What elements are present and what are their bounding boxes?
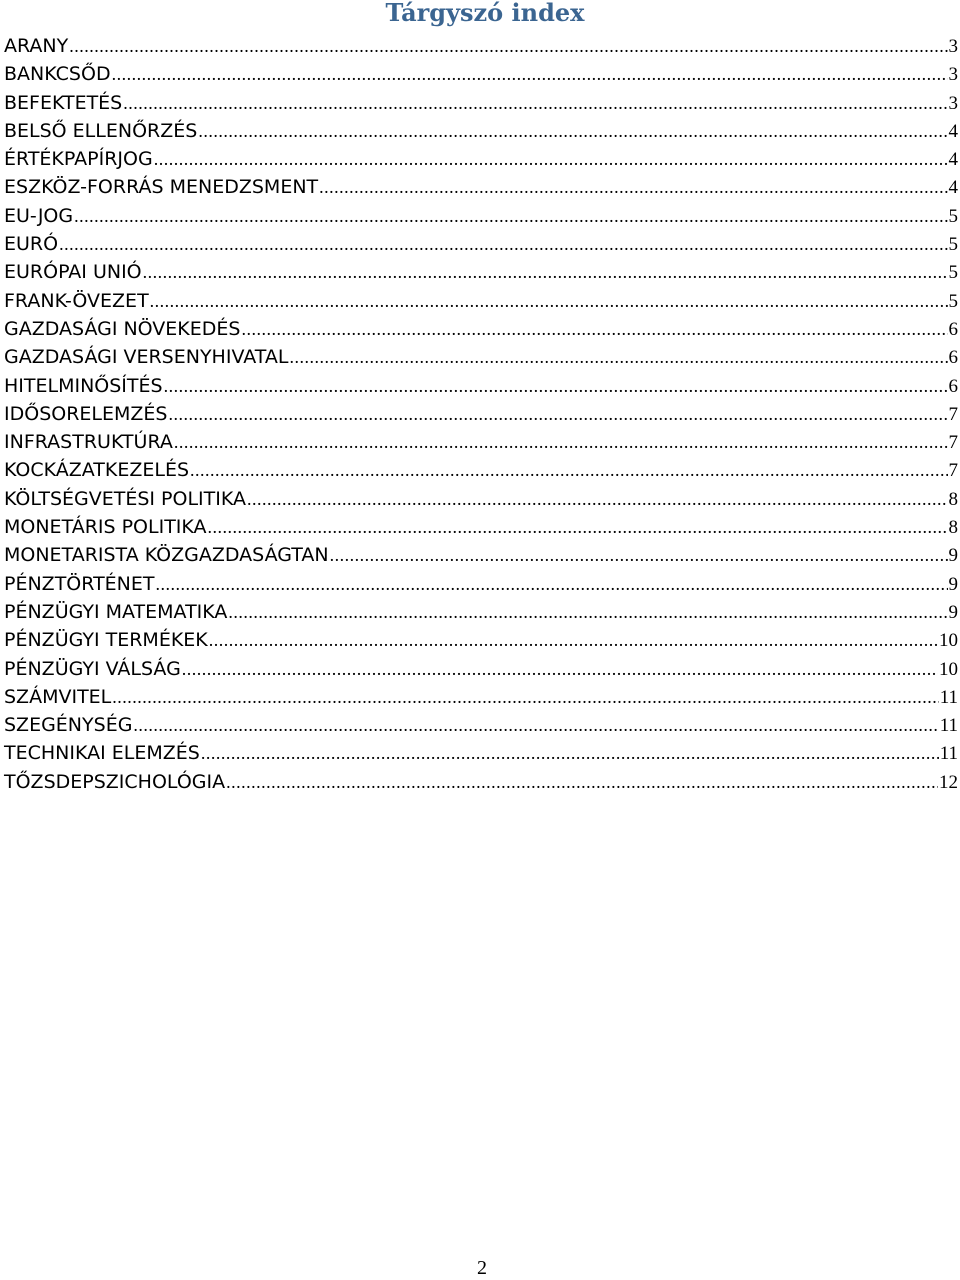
dot-leader xyxy=(247,485,948,513)
index-entry[interactable] xyxy=(4,598,958,626)
index-term: PÉNZTÖRTÉNET xyxy=(4,572,155,595)
index-page-number: 7 xyxy=(948,403,958,425)
index-entry[interactable] xyxy=(4,60,958,88)
index-entry[interactable] xyxy=(4,258,958,286)
index-term: PÉNZÜGYI TERMÉKEK xyxy=(4,629,208,652)
index-page-number: 3 xyxy=(948,36,958,57)
index-entry[interactable] xyxy=(4,768,958,796)
index-page-number: 11 xyxy=(939,715,958,737)
index-list xyxy=(4,32,958,796)
dot-leader xyxy=(241,315,947,343)
dot-leader xyxy=(133,711,938,739)
index-entry[interactable] xyxy=(4,145,958,173)
dot-leader xyxy=(150,287,948,315)
index-entry[interactable] xyxy=(4,202,958,230)
dot-leader xyxy=(209,626,938,654)
index-term: FRANK-ÖVEZET xyxy=(4,289,149,312)
index-entry[interactable] xyxy=(4,428,958,456)
index-entry[interactable] xyxy=(4,655,958,683)
index-term: BELSŐ ELLENŐRZÉS xyxy=(4,119,198,142)
dot-leader xyxy=(208,513,948,541)
index-term: MONETÁRIS POLITIKA xyxy=(4,516,207,539)
index-term: BANKCSŐD xyxy=(4,63,111,86)
index-page-number: 3 xyxy=(948,92,958,114)
index-entry[interactable] xyxy=(4,117,958,145)
index-page-number: 9 xyxy=(948,601,958,623)
index-term: INFRASTRUKTÚRA xyxy=(4,431,173,454)
index-entry[interactable] xyxy=(4,711,958,739)
index-page-number: 10 xyxy=(939,630,958,652)
index-term: TŐZSDEPSZICHOLÓGIA xyxy=(4,770,226,793)
index-entry[interactable] xyxy=(4,400,958,428)
index-page-number: 6 xyxy=(948,347,958,369)
index-page-number: 7 xyxy=(948,460,958,482)
index-term: ARANY xyxy=(4,35,69,57)
dot-leader xyxy=(226,768,938,796)
index-entry[interactable] xyxy=(4,513,958,541)
dot-leader xyxy=(164,372,948,400)
dot-leader xyxy=(154,145,948,173)
index-entry[interactable] xyxy=(4,32,958,60)
index-page-number: 5 xyxy=(948,290,958,312)
dot-leader xyxy=(319,173,947,201)
dot-leader xyxy=(74,202,947,230)
index-entry[interactable] xyxy=(4,287,958,315)
index-page-number: 12 xyxy=(939,771,958,793)
index-term: PÉNZÜGYI VÁLSÁG xyxy=(4,657,181,680)
dot-leader xyxy=(156,570,948,598)
index-entry[interactable] xyxy=(4,541,958,569)
index-page-number: 5 xyxy=(948,205,958,227)
index-page-number: 6 xyxy=(948,318,958,340)
index-page-number: 8 xyxy=(948,488,958,510)
index-term: GAZDASÁGI NÖVEKEDÉS xyxy=(4,317,241,340)
index-term: EU-JOG xyxy=(4,204,74,227)
index-term: SZEGÉNYSÉG xyxy=(4,714,133,737)
index-page-number: 3 xyxy=(948,64,958,86)
index-page-number: 9 xyxy=(948,573,958,595)
index-entry[interactable] xyxy=(4,626,958,654)
index-page-number: 5 xyxy=(948,262,958,284)
index-term: ESZKÖZ-FORRÁS MENEDZSMENT xyxy=(4,176,319,199)
index-entry[interactable] xyxy=(4,683,958,711)
dot-leader xyxy=(228,598,947,626)
index-entry[interactable] xyxy=(4,230,958,258)
index-entry[interactable] xyxy=(4,372,958,400)
dot-leader xyxy=(143,258,948,286)
dot-leader xyxy=(174,428,948,456)
index-term: PÉNZÜGYI MATEMATIKA xyxy=(4,600,228,623)
dot-leader xyxy=(182,655,938,683)
dot-leader xyxy=(112,60,948,88)
page-number: 2 xyxy=(477,1257,487,1279)
dot-leader xyxy=(168,400,947,428)
index-page-number: 4 xyxy=(948,177,958,199)
index-term: ÉRTÉKPAPÍRJOG xyxy=(4,148,153,171)
index-entry[interactable] xyxy=(4,485,958,513)
index-term: BEFEKTETÉS xyxy=(4,91,123,114)
index-page-number: 5 xyxy=(948,234,958,256)
dot-leader xyxy=(69,32,947,60)
index-page-number: 11 xyxy=(939,743,958,765)
dot-leader xyxy=(201,739,939,767)
index-term: HITELMINŐSÍTÉS xyxy=(4,374,163,397)
index-term: EURÓ xyxy=(4,233,59,256)
index-entry[interactable] xyxy=(4,315,958,343)
index-page-number: 6 xyxy=(948,375,958,397)
index-entry[interactable] xyxy=(4,570,958,598)
index-page-number: 7 xyxy=(948,432,958,454)
index-term: EURÓPAI UNIÓ xyxy=(4,261,142,284)
index-term: KOCKÁZATKEZELÉS xyxy=(4,459,190,482)
dot-leader xyxy=(198,117,947,145)
index-term: IDŐSORELEMZÉS xyxy=(4,402,168,425)
index-term: SZÁMVITEL xyxy=(4,685,112,708)
index-entry[interactable] xyxy=(4,173,958,201)
index-page-number: 8 xyxy=(948,517,958,539)
dot-leader xyxy=(59,230,947,258)
dot-leader xyxy=(289,343,947,371)
index-page-number: 9 xyxy=(948,545,958,567)
dot-leader xyxy=(123,89,947,117)
index-page-number: 10 xyxy=(939,658,958,680)
index-term: MONETARISTA KÖZGAZDASÁGTAN xyxy=(4,544,329,567)
index-term: TECHNIKAI ELEMZÉS xyxy=(4,742,200,765)
index-page-number: 11 xyxy=(939,686,958,708)
index-entry[interactable] xyxy=(4,456,958,484)
index-page-number: 4 xyxy=(948,120,958,142)
index-entry[interactable] xyxy=(4,739,958,767)
index-entry[interactable] xyxy=(4,343,958,371)
index-page-number: 4 xyxy=(948,149,958,171)
dot-leader xyxy=(330,541,948,569)
dot-leader xyxy=(190,456,947,484)
index-term: GAZDASÁGI VERSENYHIVATAL xyxy=(4,346,289,369)
index-term: KÖLTSÉGVETÉSI POLITIKA xyxy=(4,487,246,510)
page-title: Tárgyszó index xyxy=(385,0,585,27)
index-entry[interactable] xyxy=(4,89,958,117)
dot-leader xyxy=(112,683,938,711)
